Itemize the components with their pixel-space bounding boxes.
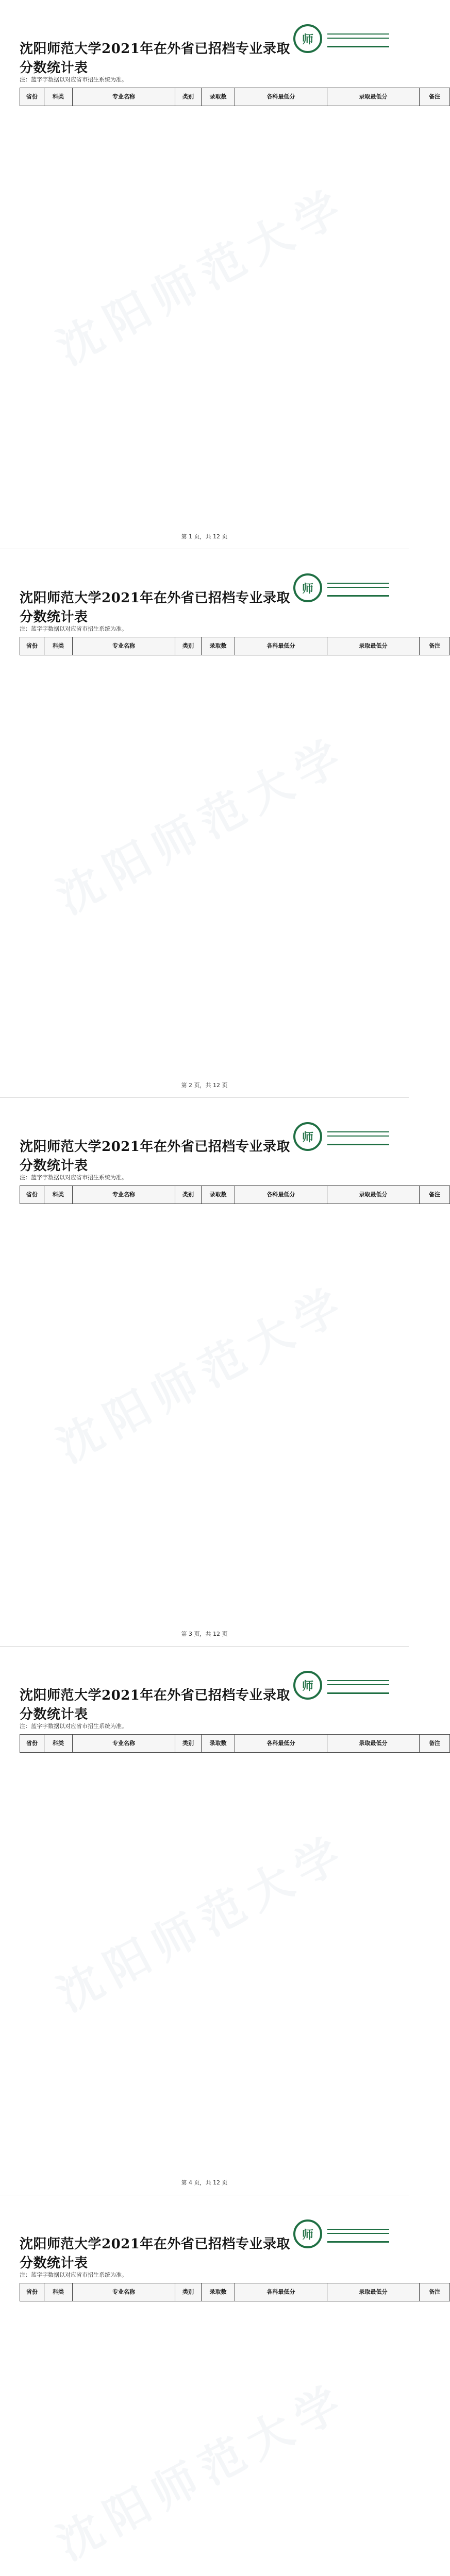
- logo-text-icon: [327, 1128, 389, 1145]
- page-note: 注：蓝字字数据以对应省市招生系统为准。: [20, 2272, 127, 2278]
- logo: [293, 570, 389, 606]
- watermark-decoration: 沈阳师范大学: [48, 2374, 357, 2570]
- page-title: 沈阳师范大学2021年在外省已招档专业录取分数统计表: [20, 2236, 290, 2271]
- page-header: [20, 570, 389, 625]
- column-header-type: 类别: [175, 88, 202, 106]
- document-page-2: [0, 549, 440, 1097]
- column-header-major: 专业名称: [73, 2283, 175, 2301]
- page-header: [20, 1118, 389, 1174]
- watermark-decoration: 沈阳师范大学: [48, 727, 357, 924]
- column-header-min-score: 录取最低分: [327, 1735, 420, 1753]
- column-header-province: 省份: [20, 1735, 44, 1753]
- logo-text-icon: [327, 580, 389, 597]
- column-header-province: 省份: [20, 1186, 44, 1204]
- column-header-subject-min: 各科最低分: [235, 88, 327, 106]
- page-title: 沈阳师范大学2021年在外省已招档专业录取分数统计表: [20, 1688, 290, 1722]
- admission-table: [20, 1734, 450, 1753]
- column-header-admitted-count: 录取数: [202, 1186, 235, 1204]
- page-note: 注：蓝字字数据以对应省市招生系统为准。: [20, 1174, 127, 1181]
- column-header-admitted-count: 录取数: [202, 637, 235, 655]
- column-header-type: 类别: [175, 637, 202, 655]
- watermark-decoration: 沈阳师范大学: [48, 1276, 357, 1473]
- admission-table: [20, 88, 450, 106]
- page-note: 注：蓝字字数据以对应省市招生系统为准。: [20, 76, 127, 83]
- column-header-subject-min: 各科最低分: [235, 1186, 327, 1204]
- page-footer: 第 1 页，共 12 页: [181, 533, 228, 540]
- column-header-province: 省份: [20, 88, 44, 106]
- admission-table: [20, 2283, 450, 2301]
- watermark-decoration: 沈阳师范大学: [48, 1825, 357, 2022]
- page-note: 注：蓝字字数据以对应省市招生系统为准。: [20, 1723, 127, 1730]
- column-header-min-score: 录取最低分: [327, 2283, 420, 2301]
- column-header-major: 专业名称: [73, 637, 175, 655]
- column-header-min-score: 录取最低分: [327, 637, 420, 655]
- column-header-type: 类别: [175, 1735, 202, 1753]
- column-header-subject-min: 各科最低分: [235, 2283, 327, 2301]
- column-header-category: 科类: [44, 1186, 73, 1204]
- column-header-major: 专业名称: [73, 1735, 175, 1753]
- logo-seal-icon: 师: [293, 1122, 322, 1151]
- logo: [293, 21, 389, 57]
- column-header-remarks: 备注: [420, 1735, 450, 1753]
- page-header: [20, 21, 389, 76]
- page-header: [20, 1667, 389, 1722]
- logo: [293, 1667, 389, 1703]
- column-header-category: 科类: [44, 637, 73, 655]
- page-title: 沈阳师范大学2021年在外省已招档专业录取分数统计表: [20, 1139, 290, 1174]
- column-header-remarks: 备注: [420, 637, 450, 655]
- logo: [293, 2216, 389, 2252]
- page-header: [20, 2216, 389, 2271]
- page-footer: 第 4 页，共 12 页: [181, 2179, 228, 2186]
- column-header-remarks: 备注: [420, 1186, 450, 1204]
- logo-seal-icon: 师: [293, 2219, 322, 2248]
- page-footer: 第 3 页，共 12 页: [181, 1631, 228, 1637]
- column-header-major: 专业名称: [73, 1186, 175, 1204]
- page-title: 沈阳师范大学2021年在外省已招档专业录取分数统计表: [20, 590, 290, 625]
- column-header-remarks: 备注: [420, 88, 450, 106]
- logo-text-icon: [327, 2226, 389, 2243]
- column-header-major: 专业名称: [73, 88, 175, 106]
- logo-text-icon: [327, 1677, 389, 1694]
- watermark-decoration: 沈阳师范大学: [48, 178, 357, 375]
- admission-table: [20, 637, 450, 655]
- table-header-row: [20, 2283, 450, 2301]
- column-header-subject-min: 各科最低分: [235, 1735, 327, 1753]
- table-header-row: [20, 637, 450, 655]
- document-page-3: [0, 1097, 440, 1646]
- page-title: 沈阳师范大学2021年在外省已招档专业录取分数统计表: [20, 41, 290, 76]
- column-header-type: 类别: [175, 1186, 202, 1204]
- column-header-admitted-count: 录取数: [202, 2283, 235, 2301]
- column-header-remarks: 备注: [420, 2283, 450, 2301]
- column-header-subject-min: 各科最低分: [235, 637, 327, 655]
- column-header-min-score: 录取最低分: [327, 88, 420, 106]
- page-footer: 第 2 页，共 12 页: [181, 1082, 228, 1089]
- logo-seal-icon: 师: [293, 1671, 322, 1700]
- table-header-row: [20, 1186, 450, 1204]
- logo-seal-icon: 师: [293, 573, 322, 602]
- logo: [293, 1118, 389, 1155]
- logo-seal-icon: 师: [293, 24, 322, 53]
- table-header-row: [20, 1735, 450, 1753]
- column-header-category: 科类: [44, 88, 73, 106]
- column-header-province: 省份: [20, 2283, 44, 2301]
- document-page-4: [0, 1646, 440, 2195]
- column-header-type: 类别: [175, 2283, 202, 2301]
- column-header-min-score: 录取最低分: [327, 1186, 420, 1204]
- admission-table: [20, 1185, 450, 1204]
- document-page-1: [0, 0, 440, 549]
- page-note: 注：蓝字字数据以对应省市招生系统为准。: [20, 625, 127, 632]
- column-header-province: 省份: [20, 637, 44, 655]
- table-header-row: [20, 88, 450, 106]
- column-header-category: 科类: [44, 1735, 73, 1753]
- column-header-admitted-count: 录取数: [202, 88, 235, 106]
- column-header-admitted-count: 录取数: [202, 1735, 235, 1753]
- document-page-5: [0, 2195, 440, 2576]
- column-header-category: 科类: [44, 2283, 73, 2301]
- logo-text-icon: [327, 30, 389, 47]
